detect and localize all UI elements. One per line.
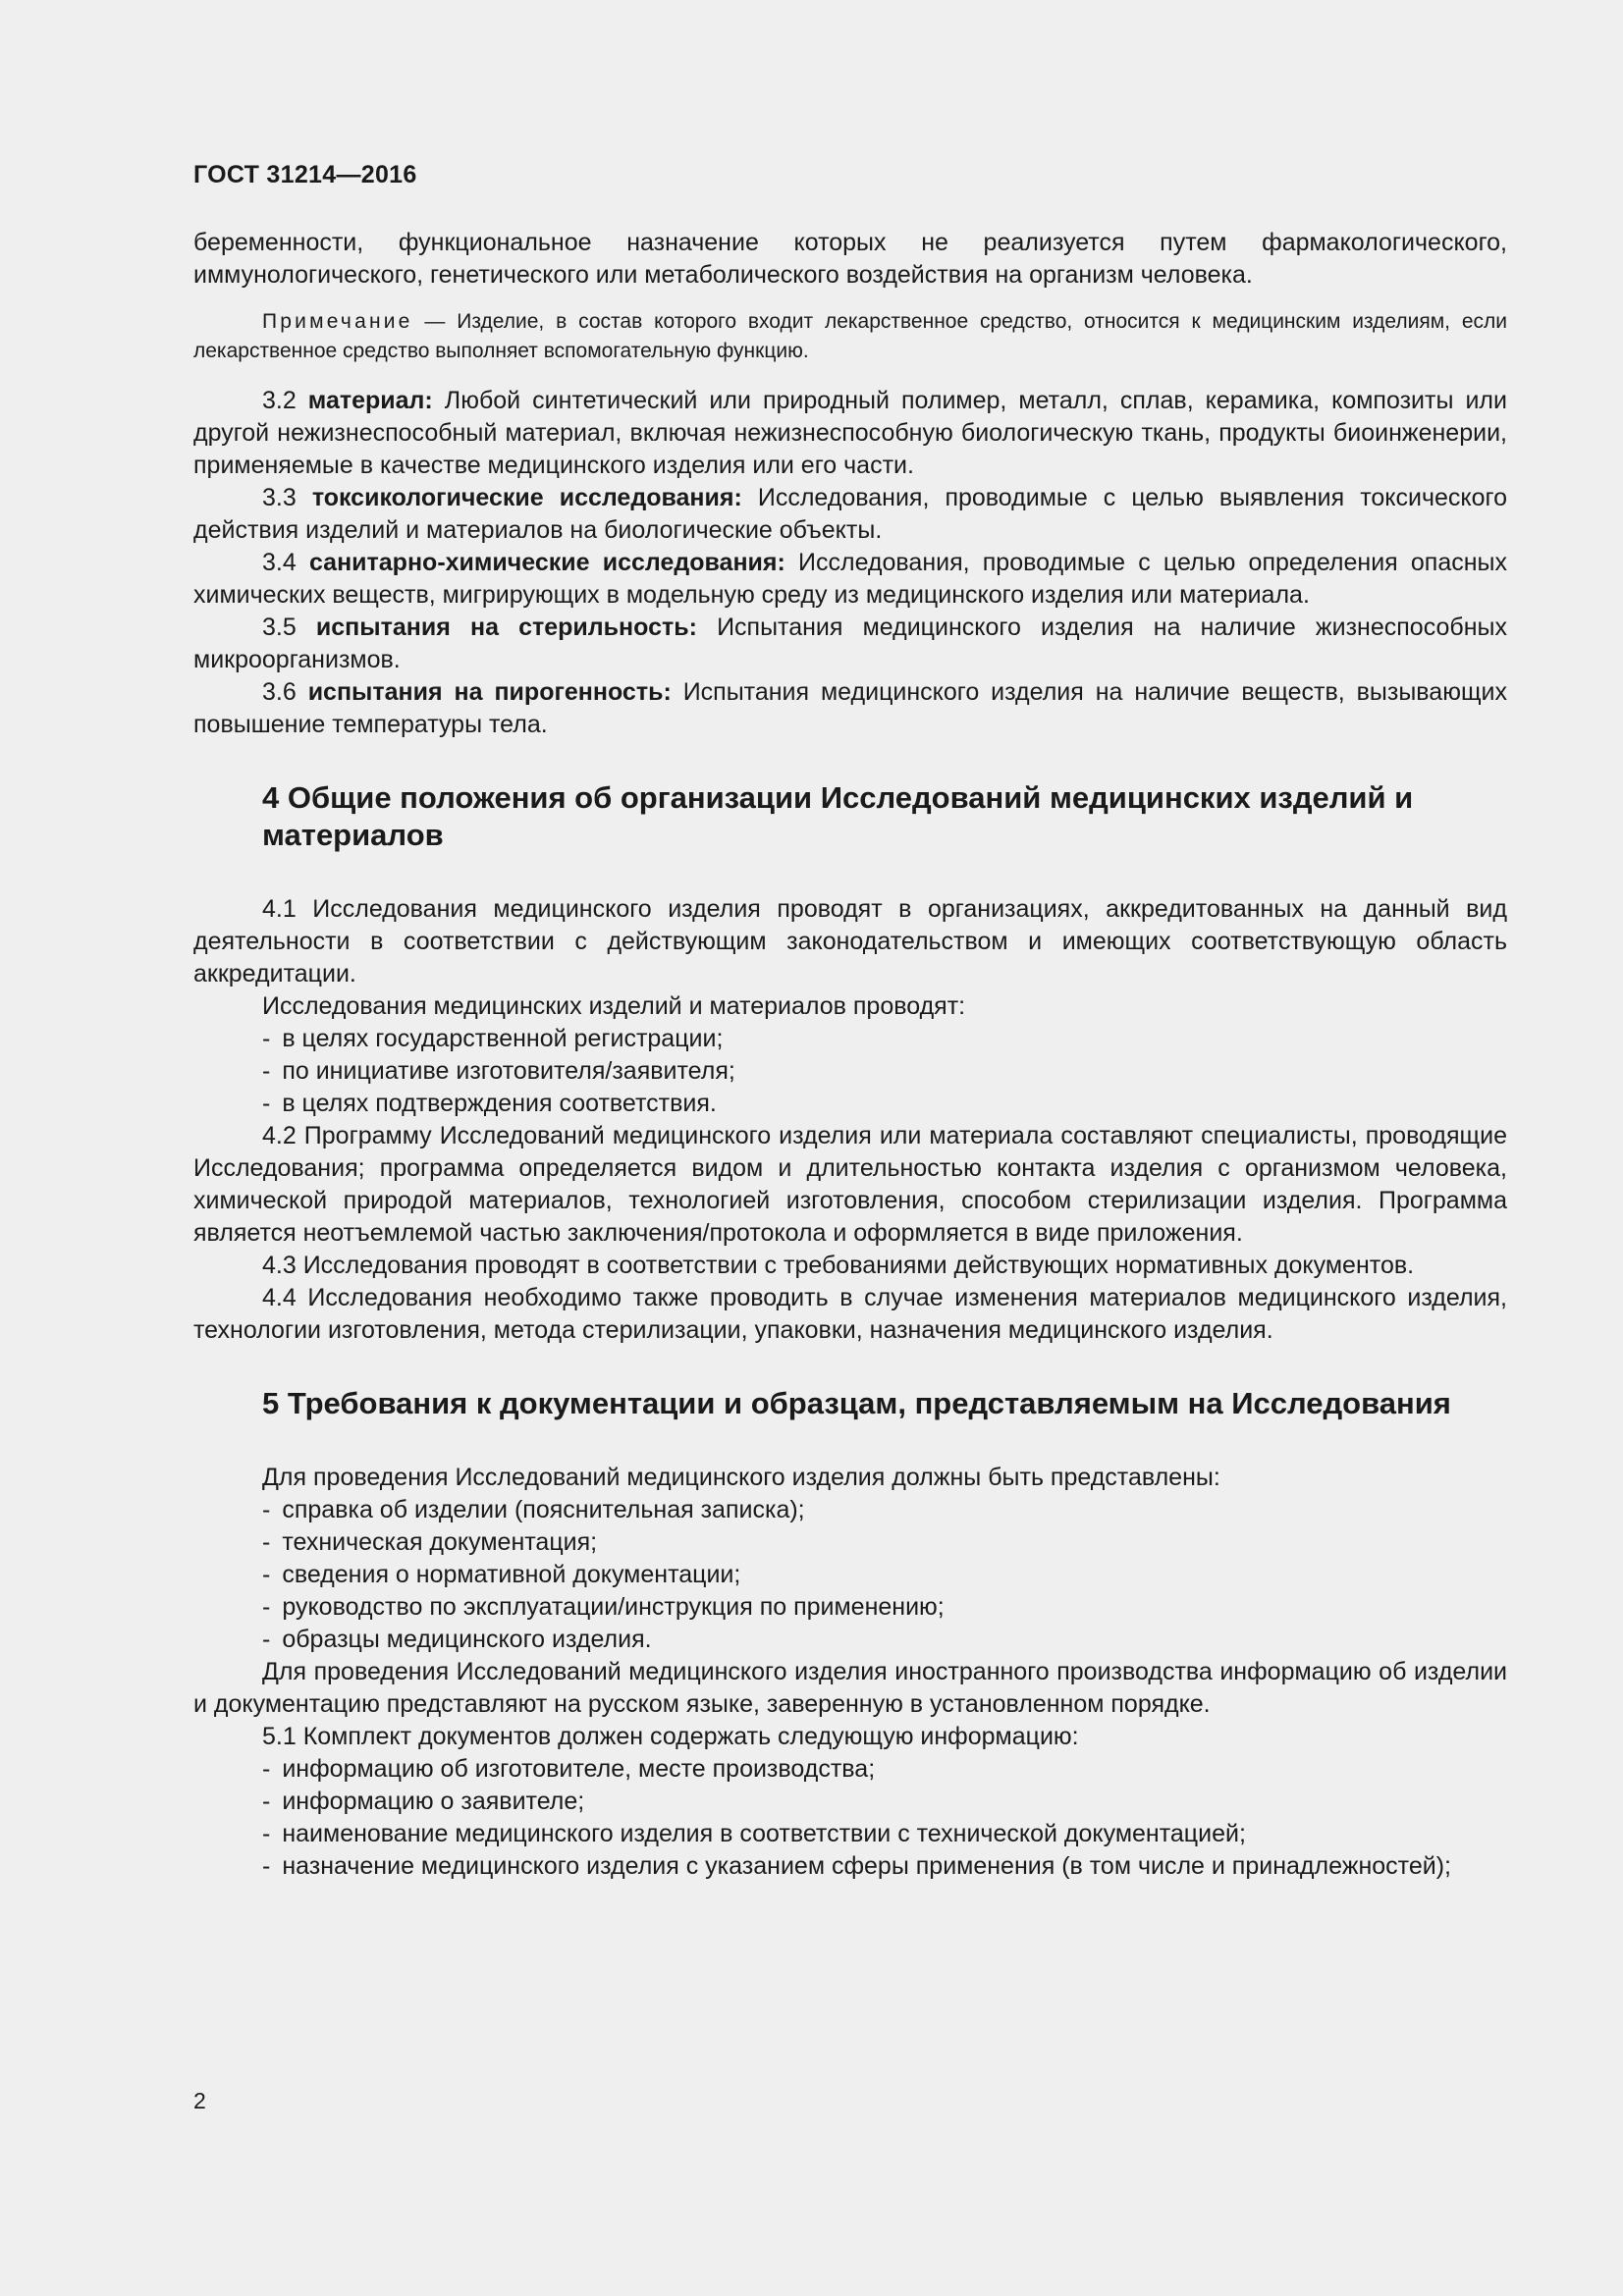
definition-3-6 xyxy=(193,676,1507,741)
list-item: - в целях подтверждения соответствия. xyxy=(262,1090,717,1117)
item-number: 3.5 xyxy=(262,614,297,641)
paragraph-4-2: 4.2 Программу Исследований медицинского изделия или материала составляют специалисты, проводящие Исследования; программа определяется видом и длительностью контакта изделия с организмом человека, химической природой материалов, технологией изготовления, способом стерилизации изделия. Программа является неотъемлемой частью заключения/протокола и оформляется в виде приложения. xyxy=(193,1122,1507,1247)
paragraph-4-1: 4.1 Исследования медицинского изделия проводят в организациях, аккредитованных на данный вид деятельности в соответствии с действующим законодательством и имеющих соответствующую область аккредитации. xyxy=(193,895,1507,988)
page-content xyxy=(193,227,1507,1883)
item-number: 3.4 xyxy=(262,549,297,576)
paragraph-5-1: 5.1 Комплект документов должен содержать следующую информацию: xyxy=(262,1723,1079,1750)
paragraph-4-3: 4.3 Исследования проводят в соответствии с требованиями действующих нормативных документов. xyxy=(262,1252,1415,1279)
section-4-list xyxy=(193,1023,1507,1120)
definition-3-2 xyxy=(193,385,1507,482)
list-item: - наименование медицинского изделия в соответствии с технической документацией; xyxy=(262,1820,1246,1847)
note xyxy=(193,307,1507,366)
paragraph-4-lead: Исследования медицинских изделий и материалов проводят: xyxy=(262,992,966,1020)
list-item: - информацию о заявителе; xyxy=(262,1788,585,1815)
list-item: - информацию об изготовителе, месте производства; xyxy=(262,1755,876,1783)
definition-text: Исследования, проводимые с целью выявления токсического действия изделий и материалов на биологические объекты. xyxy=(193,484,1507,544)
item-number: 3.2 xyxy=(262,387,297,414)
definition-3-4 xyxy=(193,547,1507,612)
list-item: - образцы медицинского изделия. xyxy=(262,1626,652,1653)
section-4-heading: 4 Общие положения об организации Исследований медицинских изделий и материалов xyxy=(262,780,1414,852)
definition-3-5 xyxy=(193,612,1507,676)
list-item: - в целях государственной регистрации; xyxy=(262,1025,724,1052)
list-item: - по инициативе изготовителя/заявителя; xyxy=(262,1057,735,1085)
item-number: 3.3 xyxy=(262,484,297,511)
item-number: 3.6 xyxy=(262,678,297,706)
note-text: — Изделие, в состав которого входит лекарственное средство, относится к медицинским изделиям, если лекарственное средство выполняет вспомогательную функцию. xyxy=(193,310,1507,362)
section-5-1-list xyxy=(193,1753,1507,1883)
paragraph-5-foreign: Для проведения Исследований медицинского изделия иностранного производства информацию об изделии и документацию представляют на русском языке, заверенную в установленном порядке. xyxy=(193,1658,1507,1718)
paragraph-5-lead: Для проведения Исследований медицинского изделия должны быть представлены: xyxy=(262,1464,1220,1491)
list-item: - назначение медицинского изделия с указанием сферы применения (в том числе и принадлежностей); xyxy=(262,1852,1451,1880)
definition-3-3 xyxy=(193,482,1507,547)
section-5-heading: 5 Требования к документации и образцам, представляемым на Исследования xyxy=(262,1386,1451,1420)
term: испытания на стерильность: xyxy=(315,614,697,641)
definition-text: Испытания медицинского изделия на наличие веществ, вызывающих повышение температуры тела. xyxy=(193,678,1507,738)
page-number: 2 xyxy=(193,2088,206,2113)
list-item: - руководство по эксплуатации/инструкция по применению; xyxy=(262,1593,945,1621)
definition-text: Испытания медицинского изделия на наличие жизнеспособных микроорганизмов. xyxy=(193,614,1507,673)
standard-header: ГОСТ 31214—2016 xyxy=(193,161,417,188)
term: материал: xyxy=(307,387,433,414)
term: испытания на пирогенность: xyxy=(307,678,672,706)
term: токсикологические исследования: xyxy=(311,484,742,511)
note-label: Примечание xyxy=(262,310,413,333)
term: санитарно-химические исследования: xyxy=(308,549,785,576)
list-item: - техническая документация; xyxy=(262,1528,598,1556)
section-5-list xyxy=(193,1494,1507,1656)
definition-text: Исследования, проводимые с целью определения опасных химических веществ, мигрирующих в модельную среду из медицинского изделия или материала. xyxy=(193,549,1508,609)
list-item: - справка об изделии (пояснительная записка); xyxy=(262,1496,805,1523)
paragraph-continuation: беременности, функциональное назначение которых не реализуется путем фармакологического, иммунологического, генетического или метаболического воздействия на организм человека. xyxy=(193,229,1507,289)
paragraph-4-4: 4.4 Исследования необходимо также проводить в случае изменения материалов медицинского изделия, технологии изготовления, метода стерилизации, упаковки, назначения медицинского изделия. xyxy=(193,1284,1507,1344)
list-item: - сведения о нормативной документации; xyxy=(262,1561,741,1588)
definition-text: Любой синтетический или природный полимер, металл, сплав, керамика, композиты или другой нежизнеспособный материал, включая нежизнеспособную биологическую ткань, продукты биоинженерии, применяемые в качестве медицинского изделия или его части. xyxy=(193,387,1507,479)
